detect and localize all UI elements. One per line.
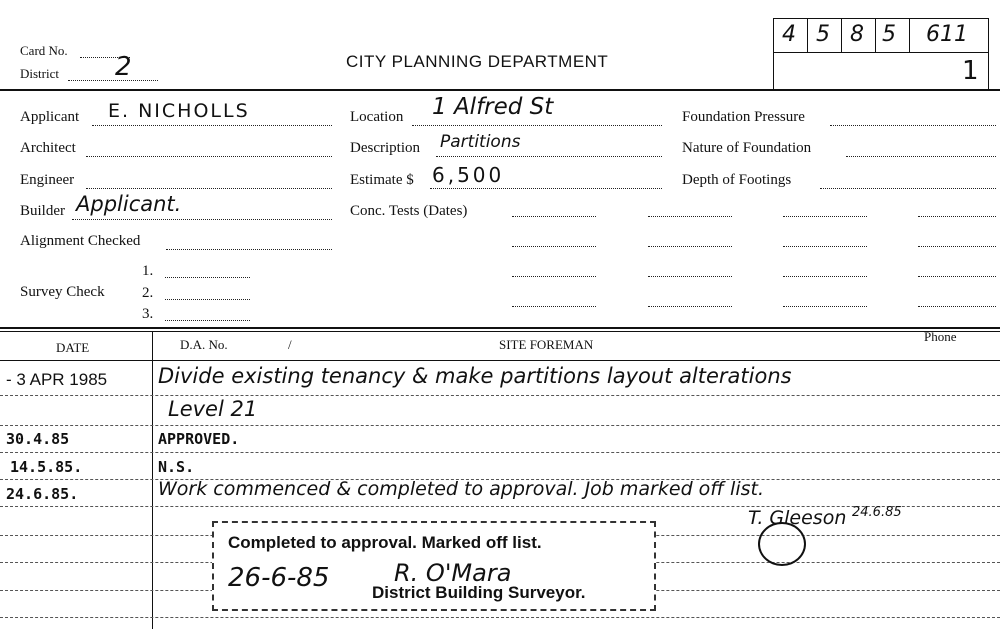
header-rule bbox=[0, 89, 1000, 91]
architect-label: Architect bbox=[20, 140, 76, 156]
log-top-rule-2 bbox=[0, 331, 1000, 332]
engineer-line bbox=[86, 188, 332, 189]
tests-line bbox=[512, 306, 596, 307]
da-sep: / bbox=[288, 337, 292, 352]
log-top-rule bbox=[0, 327, 1000, 329]
log-date-5: 24.6.85. bbox=[6, 485, 79, 503]
survey-line-1 bbox=[165, 277, 250, 278]
log-text-1: Divide existing tenancy & make partitions layout alterations bbox=[158, 364, 792, 388]
tests-line bbox=[783, 276, 867, 277]
number-box-4: 5 bbox=[882, 22, 896, 47]
alignment-label: Alignment Checked bbox=[20, 233, 141, 249]
row-rule bbox=[0, 360, 1000, 361]
applicant-line bbox=[92, 125, 332, 126]
location-label: Location bbox=[350, 109, 404, 125]
survey-label: Survey Check bbox=[20, 284, 105, 300]
conc-tests-label: Conc. Tests (Dates) bbox=[350, 203, 468, 219]
description-label: Description bbox=[350, 140, 420, 156]
tests-line bbox=[648, 216, 732, 217]
description-value: Partitions bbox=[440, 132, 521, 152]
tests-line bbox=[783, 246, 867, 247]
number-box-5: 611 bbox=[926, 22, 968, 47]
box-divider bbox=[875, 19, 876, 52]
foundation-pressure-line bbox=[830, 125, 996, 126]
number-box-3: 8 bbox=[850, 22, 864, 47]
nature-foundation-label: Nature of Foundation bbox=[682, 140, 812, 156]
builder-line bbox=[72, 219, 332, 220]
tests-line bbox=[512, 246, 596, 247]
box-divider bbox=[807, 19, 808, 52]
survey-line-2 bbox=[165, 299, 250, 300]
depth-footings-line bbox=[820, 188, 996, 189]
date-column-divider bbox=[152, 331, 153, 629]
approval-stamp bbox=[212, 521, 656, 611]
da-header: D.A. No. bbox=[180, 337, 228, 352]
card-no-label: Card No. bbox=[20, 43, 68, 58]
sheet-box bbox=[773, 51, 989, 89]
row-rule bbox=[0, 452, 1000, 453]
log-text-5: Work commenced & completed to approval. Job marked off list. bbox=[158, 478, 764, 500]
builder-value: Applicant. bbox=[76, 192, 182, 216]
number-box-1: 4 bbox=[782, 22, 796, 47]
district-line bbox=[68, 80, 158, 81]
phone-header: Phone bbox=[924, 329, 957, 344]
box-divider bbox=[909, 19, 910, 52]
tests-line bbox=[783, 306, 867, 307]
nature-foundation-line bbox=[846, 156, 996, 157]
tests-line bbox=[512, 276, 596, 277]
foundation-pressure-label: Foundation Pressure bbox=[682, 109, 805, 125]
tests-line bbox=[918, 306, 996, 307]
applicant-value: E. NICHOLLS bbox=[108, 100, 250, 122]
site-foreman-header: SITE FOREMAN bbox=[499, 337, 594, 352]
tests-line bbox=[918, 216, 996, 217]
tests-line bbox=[918, 246, 996, 247]
row-rule bbox=[0, 506, 1000, 507]
box-divider bbox=[841, 19, 842, 52]
tests-line bbox=[918, 276, 996, 277]
location-value: 1 Alfred St bbox=[432, 94, 554, 120]
card-number-boxes bbox=[773, 18, 989, 53]
survey-item-2: 2. bbox=[142, 285, 154, 301]
stamp-date: 26-6-85 bbox=[228, 563, 330, 593]
engineer-label: Engineer bbox=[20, 172, 75, 188]
tests-line bbox=[648, 306, 732, 307]
sheet-number: 1 bbox=[962, 56, 979, 86]
log-text-2: Level 21 bbox=[168, 397, 258, 421]
row-rule bbox=[0, 395, 1000, 396]
tests-line bbox=[648, 276, 732, 277]
depth-footings-label: Depth of Footings bbox=[682, 172, 792, 188]
stamp-line-2: District Building Surveyor. bbox=[372, 583, 586, 602]
log-date-1: - 3 APR 1985 bbox=[6, 370, 108, 389]
estimate-line bbox=[430, 188, 662, 189]
applicant-label: Applicant bbox=[20, 109, 80, 125]
stamp-line-1: Completed to approval. Marked off list. bbox=[228, 533, 542, 552]
survey-line-3 bbox=[165, 320, 250, 321]
estimate-label: Estimate $ bbox=[350, 172, 414, 188]
district-label: District bbox=[20, 66, 59, 81]
stamp-signature: R. O'Mara bbox=[394, 559, 512, 587]
description-line bbox=[436, 156, 662, 157]
log-date-3: 30.4.85 bbox=[6, 430, 70, 448]
initials-signature: T. Gleeson bbox=[748, 507, 847, 529]
log-text-3: APPROVED. bbox=[158, 430, 240, 448]
builder-label: Builder bbox=[20, 203, 65, 219]
log-date-4: 14.5.85. bbox=[10, 458, 83, 476]
survey-item-3: 3. bbox=[142, 306, 154, 322]
page-title: CITY PLANNING DEPARTMENT bbox=[346, 52, 609, 71]
row-rule bbox=[0, 617, 1000, 618]
log-text-4: N.S. bbox=[158, 458, 195, 476]
alignment-line bbox=[166, 249, 332, 250]
initials-loop bbox=[758, 522, 806, 566]
tests-line bbox=[512, 216, 596, 217]
district-value: 2 bbox=[115, 52, 132, 82]
tests-line bbox=[648, 246, 732, 247]
location-line bbox=[412, 125, 662, 126]
row-rule bbox=[0, 425, 1000, 426]
survey-item-1: 1. bbox=[142, 263, 154, 279]
architect-line bbox=[86, 156, 332, 157]
tests-line bbox=[783, 216, 867, 217]
date-header: DATE bbox=[56, 340, 90, 355]
initials-date: 24.6.85 bbox=[852, 505, 902, 520]
estimate-value: 6,500 bbox=[432, 163, 505, 187]
number-box-2: 5 bbox=[816, 22, 830, 47]
